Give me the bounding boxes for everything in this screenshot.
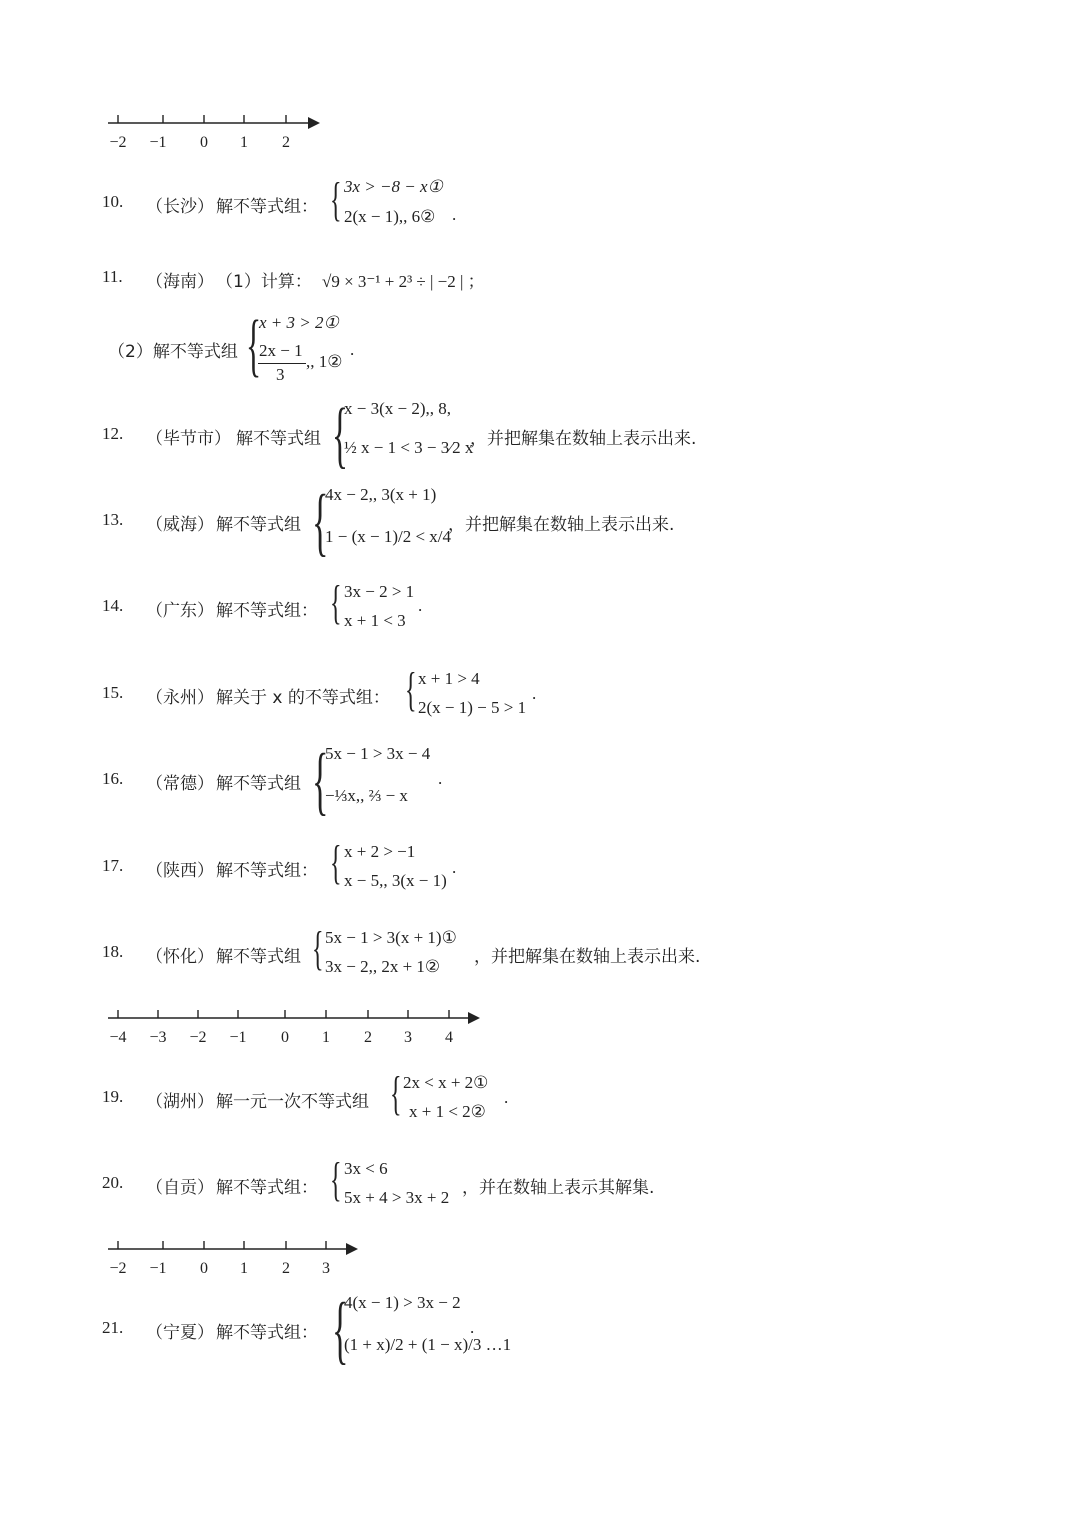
problem-text: 解不等式组：	[216, 861, 318, 881]
trailing-text: .	[350, 340, 355, 359]
problem-source: （永州）	[146, 688, 214, 708]
brace: {	[312, 922, 324, 975]
inequality-line-1: 3x < 6	[344, 1159, 388, 1178]
tick-label: 0	[200, 134, 208, 151]
part-2-label: （2）解不等式组	[108, 342, 238, 362]
inequality-line-2: ½ x − 1 < 3 − 3⁄2 x	[344, 438, 474, 457]
tick-label: 2	[282, 134, 290, 151]
problem-source: （陕西）	[146, 861, 214, 881]
problem-number: 13.	[102, 510, 124, 529]
problem-source: （湖州）	[146, 1092, 214, 1112]
fraction-bar	[258, 363, 306, 364]
trailing-text: ，并把解集在数轴上表示出来.	[474, 947, 701, 967]
problem-number: 19.	[102, 1087, 124, 1106]
tick-label: 1	[322, 1029, 330, 1046]
problem-source: （自贡）	[146, 1178, 214, 1198]
inequality-line-2: 2(x − 1) − 5 > 1	[418, 698, 527, 717]
trailing-text: ，并在数轴上表示其解集.	[462, 1178, 655, 1198]
computation-expression: √9 × 3⁻¹ + 2³ ÷ | −2 | ；	[322, 272, 485, 291]
fraction-denominator: 3	[276, 365, 285, 384]
tick-label: −4	[109, 1029, 127, 1046]
trailing-text: ，并把解集在数轴上表示出来.	[448, 515, 675, 535]
tick-label: 0	[200, 1260, 208, 1277]
inequality-line-1: x − 3(x − 2),, 8,	[344, 399, 451, 418]
problem-number: 17.	[102, 856, 124, 875]
tick-label: 4	[445, 1029, 453, 1046]
tick-label: −1	[149, 1260, 167, 1277]
tick-label: −2	[109, 1260, 127, 1277]
inequality-line-2-tail: ,, 1②	[306, 352, 343, 371]
brace: {	[312, 739, 329, 823]
trailing-text: ，并把解集在数轴上表示出来.	[470, 429, 697, 449]
problem-text: 解一元一次不等式组	[216, 1092, 369, 1112]
inequality-line-2: x + 1 < 2②	[409, 1102, 486, 1121]
brace: {	[246, 307, 262, 384]
problem-source: （常德）	[146, 774, 214, 794]
trailing-text: .	[452, 205, 457, 224]
inequality-line-1: 4x − 2,, 3(x + 1)	[325, 485, 437, 504]
trailing-text: .	[418, 596, 423, 615]
problem-source: （威海）	[146, 515, 214, 535]
inequality-line-2: 3x − 2,, 2x + 1②	[325, 957, 441, 976]
inequality-line-1: 3x − 2 > 1	[344, 582, 415, 601]
tick-label: −1	[149, 134, 167, 151]
problem-text: 解不等式组：	[216, 1178, 318, 1198]
problem-source: （怀化）	[146, 947, 214, 967]
tick-label: 0	[281, 1029, 289, 1046]
tick-label: −3	[149, 1029, 167, 1046]
problem-number: 15.	[102, 683, 124, 702]
brace: {	[330, 576, 342, 629]
tick-label: −1	[229, 1029, 247, 1046]
problem-number: 16.	[102, 769, 124, 788]
fraction-numerator: 2x − 1	[259, 341, 303, 360]
problem-text: 解关于 x 的不等式组：	[216, 688, 390, 708]
number-line-top	[108, 114, 320, 134]
problem-source: （广东）	[146, 601, 214, 621]
problem-number: 18.	[102, 942, 124, 961]
inequality-line-1: x + 2 > −1	[344, 842, 416, 861]
inequality-line-2: x + 1 < 3	[344, 611, 406, 630]
inequality-line-2: x − 5,, 3(x − 1)	[344, 871, 447, 890]
inequality-line-1: x + 1 > 4	[418, 669, 480, 688]
brace: {	[332, 1288, 349, 1372]
brace: {	[332, 394, 348, 476]
brace: {	[330, 836, 342, 889]
problem-number: 10.	[102, 192, 124, 211]
inequality-line-2: −⅓x,, ⅔ − x	[325, 786, 408, 805]
problem-text: （1）计算：	[216, 272, 312, 292]
tick-label: 3	[404, 1029, 412, 1046]
brace: {	[390, 1067, 402, 1120]
problem-text: 解不等式组	[216, 515, 301, 535]
tick-label: 2	[282, 1260, 290, 1277]
trailing-text: .	[452, 858, 457, 877]
problem-text: 解不等式组：	[216, 1323, 318, 1343]
brace: {	[330, 173, 342, 226]
inequality-line-1: 5x − 1 > 3(x + 1)①	[325, 928, 457, 947]
problem-number: 14.	[102, 596, 124, 615]
trailing-text: .	[438, 769, 443, 788]
inequality-line-1: 2x < x + 2①	[403, 1073, 489, 1092]
inequality-line-2: (1 + x)/2 + (1 − x)/3 …1	[344, 1335, 512, 1354]
problem-number: 12.	[102, 424, 124, 443]
inequality-line-2: 5x + 4 > 3x + 2	[344, 1188, 450, 1207]
inequality-line-1: x + 3 > 2①	[259, 313, 339, 332]
number-line-middle	[108, 1009, 480, 1029]
problem-text: 解不等式组：	[216, 197, 318, 217]
brace: {	[330, 1153, 342, 1206]
problem-text: 解不等式组	[216, 947, 301, 967]
problem-source: （毕节市）	[146, 429, 231, 449]
problem-number: 11.	[102, 267, 123, 286]
trailing-text: .	[504, 1088, 509, 1107]
inequality-line-2: 1 − (x − 1)/2 < x/4	[325, 527, 452, 546]
tick-label: 1	[240, 134, 248, 151]
problem-text: 解不等式组	[236, 429, 321, 449]
problem-text: 解不等式组	[216, 774, 301, 794]
trailing-text: .	[470, 1318, 475, 1337]
problem-text: 解不等式组：	[216, 601, 318, 621]
problem-source: （海南）	[146, 272, 214, 292]
inequality-line-1: 4(x − 1) > 3x − 2	[344, 1293, 461, 1312]
inequality-line-2: 2(x − 1),, 6②	[344, 207, 436, 226]
tick-label: −2	[109, 134, 127, 151]
inequality-line-1: 3x > −8 − x①	[344, 177, 443, 196]
tick-label: 3	[322, 1260, 330, 1277]
problem-source: （长沙）	[146, 197, 214, 217]
number-line-bottom	[108, 1240, 358, 1260]
problem-number: 21.	[102, 1318, 124, 1337]
problem-source: （宁夏）	[146, 1323, 214, 1343]
brace: {	[405, 663, 417, 716]
trailing-text: .	[532, 684, 537, 703]
tick-label: −2	[189, 1029, 207, 1046]
brace: {	[312, 480, 329, 564]
problem-number: 20.	[102, 1173, 124, 1192]
tick-label: 2	[364, 1029, 372, 1046]
tick-label: 1	[240, 1260, 248, 1277]
inequality-line-1: 5x − 1 > 3x − 4	[325, 744, 431, 763]
